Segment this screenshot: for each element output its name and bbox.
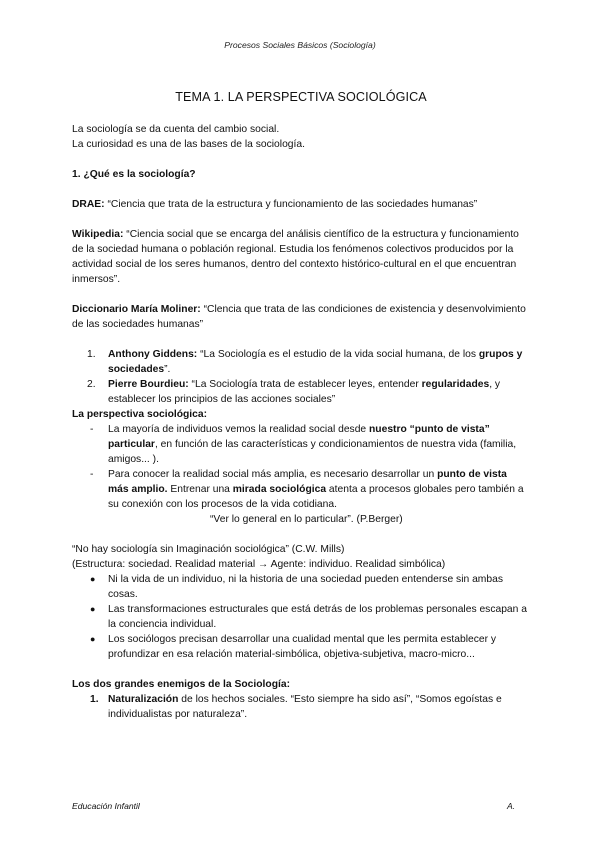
page-title: TEMA 1. LA PERSPECTIVA SOCIOLÓGICA — [175, 90, 427, 104]
author-name: Pierre Bourdieu: — [108, 379, 189, 390]
item-text: Los sociólogos precisan desarrollar una cualidad mental que les permita establecer y profundizar en esa relación material-simbólica, objetiva-subjetiva, macro-micro... — [108, 634, 497, 660]
mills-structure: (Estructura: sociedad. Realidad material → Agente: individuo. Realidad simbólica) — [72, 559, 446, 570]
list-item — [72, 602, 530, 632]
mills-section — [72, 542, 530, 662]
authors-list — [72, 347, 530, 407]
section-heading: La perspectiva sociológica: — [72, 409, 208, 420]
item-text-bold: Naturalización — [108, 694, 179, 705]
definition-label: DRAE: — [72, 199, 105, 210]
perspective-section — [72, 407, 530, 527]
list-item — [72, 632, 530, 662]
item-text-bold: mirada sociológica — [232, 484, 327, 495]
definition-text: “Clencia que trata de las condiciones de existencia y desenvolvimiento de las sociedades humanas” — [72, 304, 526, 330]
berger-quote: “Ver lo general en lo particular”. (P.Berger) — [210, 514, 403, 525]
item-text: Entrenar una — [167, 484, 233, 495]
item-text: atenta a procesos globales pero también a su conexión con los procesos de la vida cotidiana. — [108, 484, 524, 510]
page-header: Procesos Sociales Básicos (Sociología) — [224, 40, 376, 50]
list-item — [72, 572, 530, 602]
definition-text: “Ciencia social que se encarga del análisis científico de la estructura y funcionamiento de la sociedad humana o población regional. Estudia los fenómenos colectivos producidos por la actividad social de los seres humanos, dentro del contexto histórico-cultural en el que encuentran inmersos”. — [72, 229, 519, 285]
author-quote: “La Sociología trata de establecer leyes, entender — [188, 379, 422, 390]
enemies-section — [72, 677, 530, 722]
footer-right: A. — [507, 801, 516, 811]
mills-quote: “No hay sociología sin Imaginación sociológica” (C.W. Mills) — [72, 544, 345, 555]
author-quote: , y establecer los principios de las acciones sociales” — [108, 379, 501, 405]
list-marker: 2. — [87, 379, 96, 390]
author-quote: ”. — [164, 364, 171, 375]
item-text: Las transformaciones estructurales que está detrás de los problemas personales escapan a la conciencia individual. — [108, 604, 527, 630]
item-text-bold: punto de vista más amplio. — [108, 469, 507, 495]
perspective-list — [72, 422, 530, 512]
footer-left: Educación Infantil — [72, 801, 140, 811]
bullet-icon: ● — [90, 604, 96, 614]
mills-list — [72, 572, 530, 662]
definition-label: Diccionario María Moliner: — [72, 304, 201, 315]
author-quote-bold: grupos y sociedades — [108, 349, 523, 375]
bullet-icon: ● — [90, 574, 96, 584]
definition-moliner — [72, 302, 530, 332]
list-item — [72, 377, 530, 407]
intro-paragraph — [72, 122, 530, 152]
list-marker: 1. — [90, 694, 99, 705]
item-text: Ni la vida de un individuo, ni la historia de una sociedad pueden entenderse sin ambas cosas. — [108, 574, 503, 600]
intro-line: La curiosidad es una de las bases de la sociología. — [72, 139, 305, 150]
list-item — [72, 422, 530, 467]
intro-line: La sociología se da cuenta del cambio social. — [72, 124, 280, 135]
author-quote-bold: regularidades — [421, 379, 490, 390]
item-text: Para conocer la realidad social más amplia, es necesario desarrollar un — [108, 469, 438, 480]
list-item — [72, 467, 530, 512]
item-text: de los hechos sociales. “Esto siempre ha sido así”, “Somos egoístas e individualistas por naturaleza”. — [108, 694, 502, 720]
list-marker: 1. — [87, 349, 96, 360]
definition-text: “Ciencia que trata de la estructura y funcionamiento de las sociedades humanas” — [104, 199, 478, 210]
definition-drae — [72, 197, 530, 212]
author-name: Anthony Giddens: — [108, 349, 198, 360]
list-marker: - — [90, 469, 94, 480]
document-body — [72, 90, 530, 722]
list-marker: - — [90, 424, 94, 435]
definition-wikipedia — [72, 227, 530, 287]
section-heading: 1. ¿Qué es la sociología? — [72, 169, 196, 180]
author-quote: “La Sociología es el estudio de la vida social humana, de los — [197, 349, 479, 360]
list-item — [90, 692, 530, 722]
item-text: La mayoría de individuos vemos la realidad social desde — [108, 424, 370, 435]
item-text-bold: nuestro “punto de vista” particular — [108, 424, 490, 450]
section-heading: Los dos grandes enemigos de la Sociología: — [72, 679, 290, 690]
bullet-icon: ● — [90, 634, 96, 644]
definition-label: Wikipedia: — [72, 229, 124, 240]
item-text: , en función de las características y condicionamientos de nuestra vida (familia, amigos... ). — [108, 439, 517, 465]
enemies-list — [90, 692, 530, 722]
list-item — [72, 347, 530, 377]
